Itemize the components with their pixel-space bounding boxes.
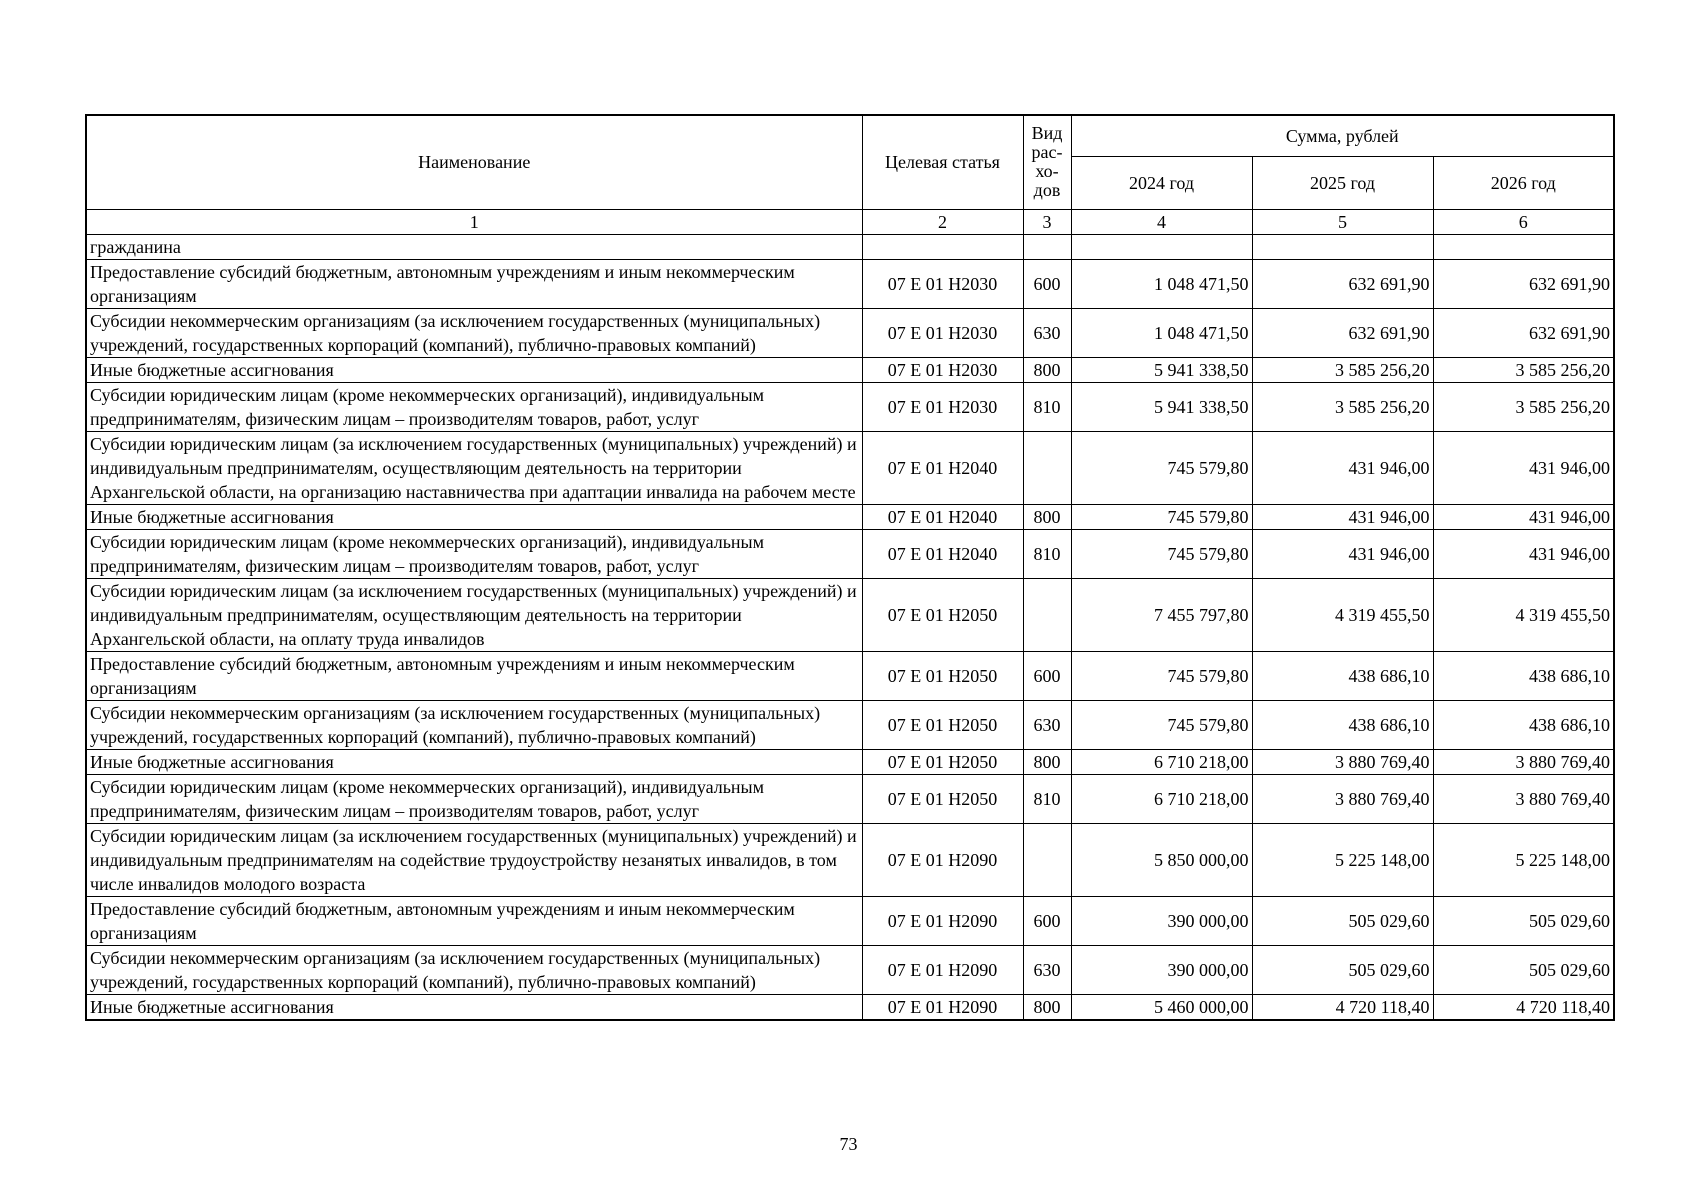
header-target: Целевая статья — [862, 115, 1023, 209]
row-amount-2025-cell — [1252, 234, 1433, 259]
row-name-cell: гражданина — [86, 234, 862, 259]
column-number: 5 — [1252, 209, 1433, 234]
row-target-code-cell — [862, 234, 1023, 259]
row-expense-kind-cell: 630 — [1023, 945, 1071, 994]
row-amount-2025-cell: 431 946,00 — [1252, 504, 1433, 529]
row-name-cell: Субсидии юридическим лицам (кроме некоммерческих организаций), индивидуальным предпринимателям, физическим лицам – производителям товаров, работ, услуг — [86, 529, 862, 578]
row-amount-2024-cell: 7 455 797,80 — [1071, 578, 1252, 651]
row-amount-2025-cell: 431 946,00 — [1252, 529, 1433, 578]
row-amount-2025-cell: 438 686,10 — [1252, 700, 1433, 749]
row-target-code-cell: 07 Е 01 Н2030 — [862, 357, 1023, 382]
row-name-cell: Иные бюджетные ассигнования — [86, 994, 862, 1020]
table-row — [86, 259, 1614, 308]
row-amount-2024-cell: 745 579,80 — [1071, 431, 1252, 504]
row-amount-2025-cell: 505 029,60 — [1252, 945, 1433, 994]
column-number: 2 — [862, 209, 1023, 234]
row-name-cell: Субсидии юридическим лицам (кроме некоммерческих организаций), индивидуальным предпринимателям, физическим лицам – производителям товаров, работ, услуг — [86, 774, 862, 823]
row-expense-kind-cell: 600 — [1023, 896, 1071, 945]
row-amount-2026-cell: 4 319 455,50 — [1433, 578, 1614, 651]
row-amount-2026-cell: 431 946,00 — [1433, 431, 1614, 504]
table-row — [86, 529, 1614, 578]
header-kind-line: рас- — [1031, 142, 1063, 163]
row-target-code-cell: 07 Е 01 Н2090 — [862, 945, 1023, 994]
row-name-cell: Субсидии юридическим лицам (за исключением государственных (муниципальных) учреждений) и индивидуальным предпринимателям, осуществляющим деятельность на территории Архангельской области, на организацию наставничества при адаптации инвалида на рабочем месте — [86, 431, 862, 504]
table-body — [86, 234, 1614, 1020]
table-row — [86, 234, 1614, 259]
row-target-code-cell: 07 Е 01 Н2030 — [862, 259, 1023, 308]
header-year-2025: 2025 год — [1252, 156, 1433, 209]
row-amount-2024-cell: 5 941 338,50 — [1071, 382, 1252, 431]
row-amount-2025-cell: 632 691,90 — [1252, 259, 1433, 308]
row-amount-2024-cell: 390 000,00 — [1071, 896, 1252, 945]
row-amount-2024-cell: 6 710 218,00 — [1071, 749, 1252, 774]
row-amount-2026-cell: 3 880 769,40 — [1433, 774, 1614, 823]
row-name-cell: Субсидии некоммерческим организациям (за исключением государственных (муниципальных) учреждений, государственных корпораций (компаний), публично-правовых компаний) — [86, 945, 862, 994]
table-row — [86, 945, 1614, 994]
row-target-code-cell: 07 Е 01 Н2030 — [862, 382, 1023, 431]
table-row — [86, 823, 1614, 896]
row-amount-2026-cell: 632 691,90 — [1433, 308, 1614, 357]
column-number: 4 — [1071, 209, 1252, 234]
row-amount-2024-cell: 745 579,80 — [1071, 529, 1252, 578]
row-amount-2024-cell — [1071, 234, 1252, 259]
table-row — [86, 504, 1614, 529]
row-name-cell: Предоставление субсидий бюджетным, автономным учреждениям и иным некоммерческим организациям — [86, 896, 862, 945]
table-row — [86, 357, 1614, 382]
row-amount-2025-cell: 4 319 455,50 — [1252, 578, 1433, 651]
row-name-cell: Предоставление субсидий бюджетным, автономным учреждениям и иным некоммерческим организациям — [86, 259, 862, 308]
table-row — [86, 749, 1614, 774]
row-amount-2024-cell: 5 460 000,00 — [1071, 994, 1252, 1020]
table-row — [86, 431, 1614, 504]
row-expense-kind-cell: 800 — [1023, 504, 1071, 529]
row-amount-2024-cell: 390 000,00 — [1071, 945, 1252, 994]
row-amount-2024-cell: 5 850 000,00 — [1071, 823, 1252, 896]
row-amount-2025-cell: 3 585 256,20 — [1252, 382, 1433, 431]
row-name-cell: Иные бюджетные ассигнования — [86, 357, 862, 382]
row-expense-kind-cell: 600 — [1023, 651, 1071, 700]
row-target-code-cell: 07 Е 01 Н2050 — [862, 749, 1023, 774]
row-name-cell: Иные бюджетные ассигнования — [86, 504, 862, 529]
row-target-code-cell: 07 Е 01 Н2040 — [862, 431, 1023, 504]
row-amount-2026-cell: 5 225 148,00 — [1433, 823, 1614, 896]
row-amount-2026-cell — [1433, 234, 1614, 259]
column-number: 1 — [86, 209, 862, 234]
table-row — [86, 700, 1614, 749]
row-expense-kind-cell — [1023, 578, 1071, 651]
row-amount-2024-cell: 6 710 218,00 — [1071, 774, 1252, 823]
row-amount-2025-cell: 632 691,90 — [1252, 308, 1433, 357]
table-header — [86, 115, 1614, 234]
row-amount-2025-cell: 438 686,10 — [1252, 651, 1433, 700]
row-amount-2026-cell: 505 029,60 — [1433, 896, 1614, 945]
row-target-code-cell: 07 Е 01 Н2090 — [862, 994, 1023, 1020]
row-expense-kind-cell: 600 — [1023, 259, 1071, 308]
row-amount-2025-cell: 3 880 769,40 — [1252, 749, 1433, 774]
header-kind-line: дов — [1033, 180, 1061, 201]
row-expense-kind-cell — [1023, 823, 1071, 896]
row-expense-kind-cell: 800 — [1023, 357, 1071, 382]
row-name-cell: Субсидии юридическим лицам (кроме некоммерческих организаций), индивидуальным предпринимателям, физическим лицам – производителям товаров, работ, услуг — [86, 382, 862, 431]
row-name-cell: Субсидии юридическим лицам (за исключением государственных (муниципальных) учреждений) и индивидуальным предпринимателям, осуществляющим деятельность на территории Архангельской области, на оплату труда инвалидов — [86, 578, 862, 651]
row-expense-kind-cell: 800 — [1023, 749, 1071, 774]
page-number: 73 — [839, 1134, 858, 1154]
row-amount-2025-cell: 431 946,00 — [1252, 431, 1433, 504]
row-expense-kind-cell: 810 — [1023, 529, 1071, 578]
row-amount-2024-cell: 745 579,80 — [1071, 504, 1252, 529]
header-name: Наименование — [86, 115, 862, 209]
row-amount-2026-cell: 4 720 118,40 — [1433, 994, 1614, 1020]
header-kind — [1023, 115, 1071, 209]
header-kind-line: хо- — [1035, 161, 1059, 182]
row-amount-2026-cell: 438 686,10 — [1433, 651, 1614, 700]
row-amount-2026-cell: 505 029,60 — [1433, 945, 1614, 994]
row-amount-2026-cell: 431 946,00 — [1433, 529, 1614, 578]
row-amount-2024-cell: 5 941 338,50 — [1071, 357, 1252, 382]
header-sum: Сумма, рублей — [1071, 115, 1614, 156]
header-year-2024: 2024 год — [1071, 156, 1252, 209]
table-row — [86, 774, 1614, 823]
budget-sheet — [85, 114, 1613, 1021]
row-amount-2025-cell: 3 585 256,20 — [1252, 357, 1433, 382]
table-row — [86, 382, 1614, 431]
row-expense-kind-cell — [1023, 431, 1071, 504]
row-expense-kind-cell: 630 — [1023, 308, 1071, 357]
row-expense-kind-cell: 630 — [1023, 700, 1071, 749]
column-number: 3 — [1023, 209, 1071, 234]
row-amount-2024-cell: 1 048 471,50 — [1071, 308, 1252, 357]
row-target-code-cell: 07 Е 01 Н2030 — [862, 308, 1023, 357]
header-kind-line: Вид — [1031, 123, 1063, 144]
row-target-code-cell: 07 Е 01 Н2090 — [862, 896, 1023, 945]
row-target-code-cell: 07 Е 01 Н2050 — [862, 578, 1023, 651]
column-number: 6 — [1433, 209, 1614, 234]
row-amount-2024-cell: 745 579,80 — [1071, 700, 1252, 749]
row-amount-2024-cell: 1 048 471,50 — [1071, 259, 1252, 308]
table-row — [86, 651, 1614, 700]
row-amount-2026-cell: 632 691,90 — [1433, 259, 1614, 308]
row-amount-2025-cell: 5 225 148,00 — [1252, 823, 1433, 896]
row-amount-2026-cell: 431 946,00 — [1433, 504, 1614, 529]
row-amount-2025-cell: 4 720 118,40 — [1252, 994, 1433, 1020]
table-row — [86, 994, 1614, 1020]
row-amount-2026-cell: 3 880 769,40 — [1433, 749, 1614, 774]
header-year-2026: 2026 год — [1433, 156, 1614, 209]
table-row — [86, 578, 1614, 651]
row-name-cell: Предоставление субсидий бюджетным, автономным учреждениям и иным некоммерческим организациям — [86, 651, 862, 700]
budget-table — [85, 114, 1615, 1021]
row-expense-kind-cell: 810 — [1023, 382, 1071, 431]
row-target-code-cell: 07 Е 01 Н2040 — [862, 529, 1023, 578]
table-row — [86, 896, 1614, 945]
row-target-code-cell: 07 Е 01 Н2050 — [862, 651, 1023, 700]
row-target-code-cell: 07 Е 01 Н2090 — [862, 823, 1023, 896]
row-name-cell: Субсидии юридическим лицам (за исключением государственных (муниципальных) учреждений) и индивидуальным предпринимателям на содействие трудоустройству незанятых инвалидов, в том числе инвалидов молодого возраста — [86, 823, 862, 896]
row-name-cell: Субсидии некоммерческим организациям (за исключением государственных (муниципальных) учреждений, государственных корпораций (компаний), публично-правовых компаний) — [86, 700, 862, 749]
row-name-cell: Субсидии некоммерческим организациям (за исключением государственных (муниципальных) учреждений, государственных корпораций (компаний), публично-правовых компаний) — [86, 308, 862, 357]
row-target-code-cell: 07 Е 01 Н2040 — [862, 504, 1023, 529]
row-amount-2025-cell: 3 880 769,40 — [1252, 774, 1433, 823]
row-expense-kind-cell: 800 — [1023, 994, 1071, 1020]
row-amount-2026-cell: 3 585 256,20 — [1433, 357, 1614, 382]
row-expense-kind-cell: 810 — [1023, 774, 1071, 823]
row-name-cell: Иные бюджетные ассигнования — [86, 749, 862, 774]
row-target-code-cell: 07 Е 01 Н2050 — [862, 774, 1023, 823]
row-amount-2025-cell: 505 029,60 — [1252, 896, 1433, 945]
row-target-code-cell: 07 Е 01 Н2050 — [862, 700, 1023, 749]
row-amount-2026-cell: 438 686,10 — [1433, 700, 1614, 749]
table-row — [86, 308, 1614, 357]
row-amount-2024-cell: 745 579,80 — [1071, 651, 1252, 700]
row-expense-kind-cell — [1023, 234, 1071, 259]
row-amount-2026-cell: 3 585 256,20 — [1433, 382, 1614, 431]
